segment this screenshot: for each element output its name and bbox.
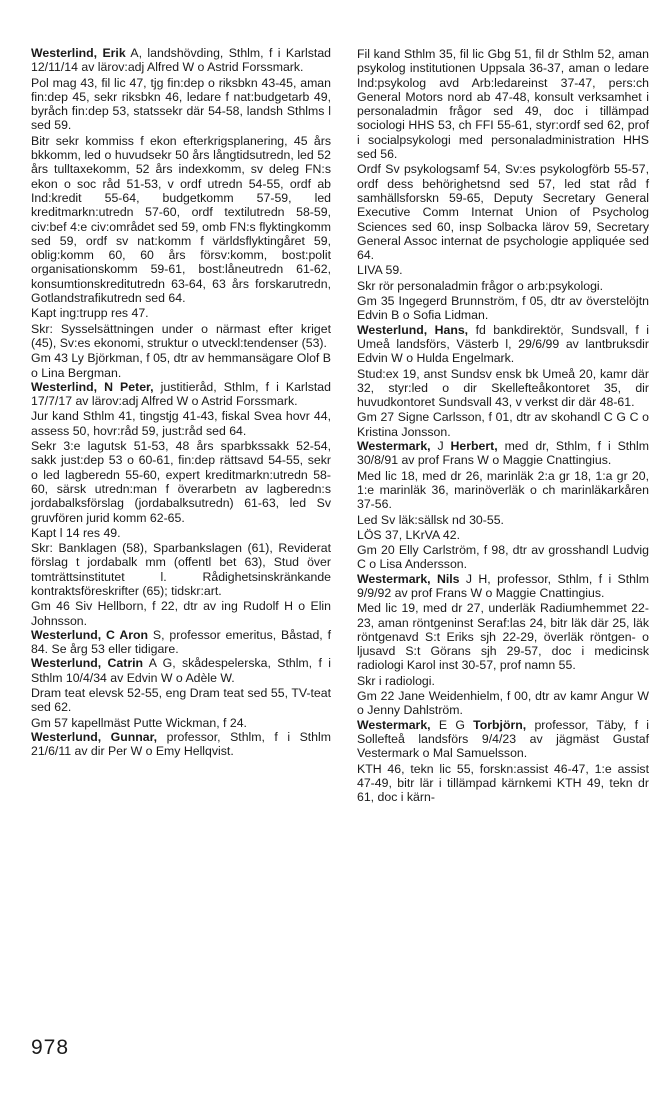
page-number: 978 <box>31 1036 70 1059</box>
entry-paragraph: Gm 22 Jane Weidenhielm, f 00, dtr av kamr Angur W o Jenny Dahlström. <box>357 689 649 718</box>
entry-paragraph: Skr: Sysselsättningen under o närmast efter kriget (45), Sv:es ekonomi, struktur o utveckl:tendenser (53). <box>31 321 331 350</box>
entry-surname: Westerlund, Hans, <box>357 322 469 337</box>
entry-paragraph: Stud:ex 19, anst Sundsv ensk bk Umeå 20, kamr där 32, styr:led o dir Skellefteåkontoret 35, dir huvudkontoret Sundsvall 43, v verkst dir där 48-61. <box>357 366 649 410</box>
entry-paragraph: Fil kand Sthlm 35, fil lic Gbg 51, fil dr Sthlm 52, aman psykolog institutionen Uppsala 36-37, aman o ledare Ind:psykolog avd Arb:ledareinst 37-47, pers:ch General Motors nord ab 47-48, konsult verksamhet i personaladmin frågor sed 49, doc i tillämpad sociologi HHS 53, ch FFI 55-61, styr:ordf sed 62, prof i socialpsykologi med personaladministration HHS sed 56. <box>357 47 649 162</box>
entry-paragraph: Kapt l 14 res 49. <box>31 525 121 540</box>
entry-surname: Westermark, <box>357 717 431 732</box>
entry-paragraph: Med lic 19, med dr 27, underläk Radiumhemmet 22-23, aman röntgeninst Seraf:las 24, bitr läk där 25, läk röntgenavd S:t Eriks sjh 22-29, överläk röntgen- o ljusavd S:t Görans sjh 29-57, doc i medicinsk radiologi Karol inst 30-57, prof namn 55. <box>357 601 649 673</box>
biography-entry <box>357 718 649 761</box>
left-column <box>31 46 331 759</box>
entry-details: med dr, Sthlm, f i Sthlm 30/8/91 av prof Frans W o Maggie Cnattingius. <box>357 439 649 468</box>
entry-paragraph: Gm 43 Ly Björkman, f 05, dtr av hemmansägare Olof B o Lina Bergman. <box>31 351 331 380</box>
biography-entry <box>357 572 649 601</box>
entry-paragraph: Med lic 18, med dr 26, marinläk 2:a gr 18, 1:a gr 20, 1:e marinläk 36, marinöverläk o ch marinläkarkåren 37-56. <box>357 468 649 512</box>
entry-surname: Westermark, Nils <box>357 571 460 586</box>
entry-paragraph: Gm 27 Signe Carlsson, f 01, dtr av skohandl C G C o Kristina Jonsson. <box>357 410 649 439</box>
biography-entry <box>31 656 331 685</box>
entry-given-name: Herbert, <box>450 439 498 454</box>
entry-initials: J <box>430 439 451 454</box>
entry-paragraph: Dram teat elevsk 52-55, eng Dram teat sed 55, TV-teat sed 62. <box>31 686 331 715</box>
entry-paragraph: Skr: Banklagen (58), Sparbankslagen (61), Reviderat förslag t jordabalk mm (offentl bet 63), Stud över tomträttsinstitutet l. Rådighetsinskränkande kontraktsföreskrifter (65); tidskr:art. <box>31 541 331 598</box>
biography-entry <box>31 628 331 657</box>
entry-surname: Westerlind, Erik <box>31 46 126 60</box>
entry-given-name: C Aron <box>106 627 149 642</box>
entry-paragraph: Gm 57 kapellmäst Putte Wickman, f 24. <box>31 715 247 730</box>
biography-entry <box>357 439 649 468</box>
entry-surname: Westerlund, Gunnar, <box>31 729 158 744</box>
biography-entry <box>31 46 331 75</box>
entry-details: J H, professor, Sthlm, f i Sthlm 9/9/92 av prof Frans W o Maggie Cnattingius. <box>357 571 649 600</box>
entry-paragraph: Gm 20 Elly Carlström, f 98, dtr av grosshandl Ludvig C o Lisa Andersson. <box>357 543 649 572</box>
entry-paragraph: Skr rör personaladmin frågor o arb:psykologi. <box>357 278 604 293</box>
entry-paragraph: Pol mag 43, fil lic 47, tjg fin:dep o riksbkn 43-45, aman fin:dep 45, sekr riksbkn 46, ledare f nat:budgetarb 49, byråch fin:dep 53, statssekr där 54-58, landsh Sthlms l sed 59. <box>31 75 331 133</box>
entry-details: professor, Sthlm, f i Sthlm 21/6/11 av dir Per W o Emy Hellqvist. <box>31 729 331 759</box>
entry-paragraph: LÖS 37, LKrVA 42. <box>357 527 460 542</box>
entry-surname: Westerlund, <box>31 656 102 671</box>
entry-details: A, landshövding, Sthlm, f i Karlstad 12/11/14 av lärov:adj Alfred W o Astrid Forssmark. <box>31 46 332 75</box>
right-column <box>357 46 649 804</box>
entry-paragraph: Led Sv läk:sällsk nd 30-55. <box>357 512 504 527</box>
entry-paragraph: Skr i radiologi. <box>357 673 435 688</box>
entry-initials: E G <box>430 717 474 732</box>
entry-surname: Westerlind, <box>31 379 98 394</box>
entry-paragraph: Gm 46 Siv Hellborn, f 22, dtr av ing Rudolf H o Elin Johnsson. <box>31 599 331 628</box>
entry-surname: Westerlund, <box>31 627 102 642</box>
entry-paragraph: Kapt ing:trupp res 47. <box>31 306 149 321</box>
entry-paragraph: Ordf Sv psykologsamf 54, Sv:es psykologförb 55-57, ordf dess behörighetsnd sed 57, led stat råd f samhällsforskn 59-65, Deputy Secretary General Executive Comm Internat Union of Psycholog Sciences sed 60, insp Solbacka lärov 59, Secretary General Assoc internat de psychologie appliquée sed 64. <box>357 162 649 263</box>
entry-given-name: N Peter, <box>104 379 154 394</box>
entry-given-name: Catrin <box>107 656 144 671</box>
biography-entry <box>357 323 649 366</box>
entry-details: S, professor emeritus, Båstad, f 84. Se årg 53 eller tidigare. <box>31 627 332 657</box>
entry-details: professor, Täby, f i Sollefteå landsförs 9/4/23 av jägmäst Gustaf Vestermark o Mal Samuelsson. <box>357 717 649 761</box>
biography-entry <box>31 380 331 409</box>
entry-paragraph: KTH 46, tekn lic 55, forskn:assist 46-47, 1:e assist 47-49, bitr lär i tillämpad kärnkemi KTH 49, tekn dr 61, doc i kärn- <box>357 761 649 805</box>
entry-surname: Westermark, <box>357 439 431 454</box>
entry-details: justitieråd, Sthlm, f i Karlstad 17/7/17 av lärov:adj Alfred W o Astrid Forssmark. <box>31 379 331 409</box>
entry-paragraph: Bitr sekr kommiss f ekon efterkrigsplanering, 45 års bkkomm, led o huvudsekr 50 års långtidsutredn, led 52 års tulltaxekomm, 52 års indexkomm, sv deleg FN:s ekon o soc råd 51-53, v ordf utredn 54-55, ordf ab Ind:kredit 55-64, budgetkomm 57-59, led kreditmarkn:utredn 57-60, ordf textilutredn 58-59, civ:bef 4:e civ:området sed 59, omb FN:s flyktingkomm sed 59, ordf sv nat:komm f världsflyktingåret 59, oblig:komm 60, 60 års försv:komm, bost:polit organisationskomm 59-61, bost:låneutredn 61-62, konsumtionskreditutredn 63-64, 63 års forskarutredn, Gotlandstrafikutredn sed 64. <box>31 133 331 306</box>
biography-entry <box>31 730 331 759</box>
entry-paragraph: Gm 35 Ingegerd Brunnström, f 05, dtr av överstelöjtn Edvin B o Sofia Lidman. <box>357 294 649 323</box>
entry-paragraph: LIVA 59. <box>357 263 403 278</box>
entry-details: fd bankdirektör, Sundsvall, f i Umeå landsförs, Västerb l, 29/6/99 av lantbruksdir Edvin W o Hulda Engelmark. <box>357 322 649 366</box>
entry-paragraph: Sekr 3:e lagutsk 51-53, 48 års sparbkssakk 52-54, sakk just:dep 53 o 60-61, fin:dep rättsavd 54-55, sekr o led lagberedn 55-60, expert kreditmarkn:utredn 58-60, särsk utredn:man f överarbetn av lagberedn:s jordabalksförslag (jordabalksutredn) 61-63, led Sv gruvfören jurid komm 62-65. <box>31 439 331 525</box>
entry-details: A G, skådespelerska, Sthlm, f i Sthlm 10/4/34 av Edvin W o Adèle W. <box>31 656 331 685</box>
entry-given-name: Torbjörn, <box>473 717 527 732</box>
entry-paragraph: Jur kand Sthlm 41, tingstjg 41-43, fiskal Svea hovr 44, assess 50, hovr:råd 59, just:råd sed 64. <box>31 409 331 438</box>
